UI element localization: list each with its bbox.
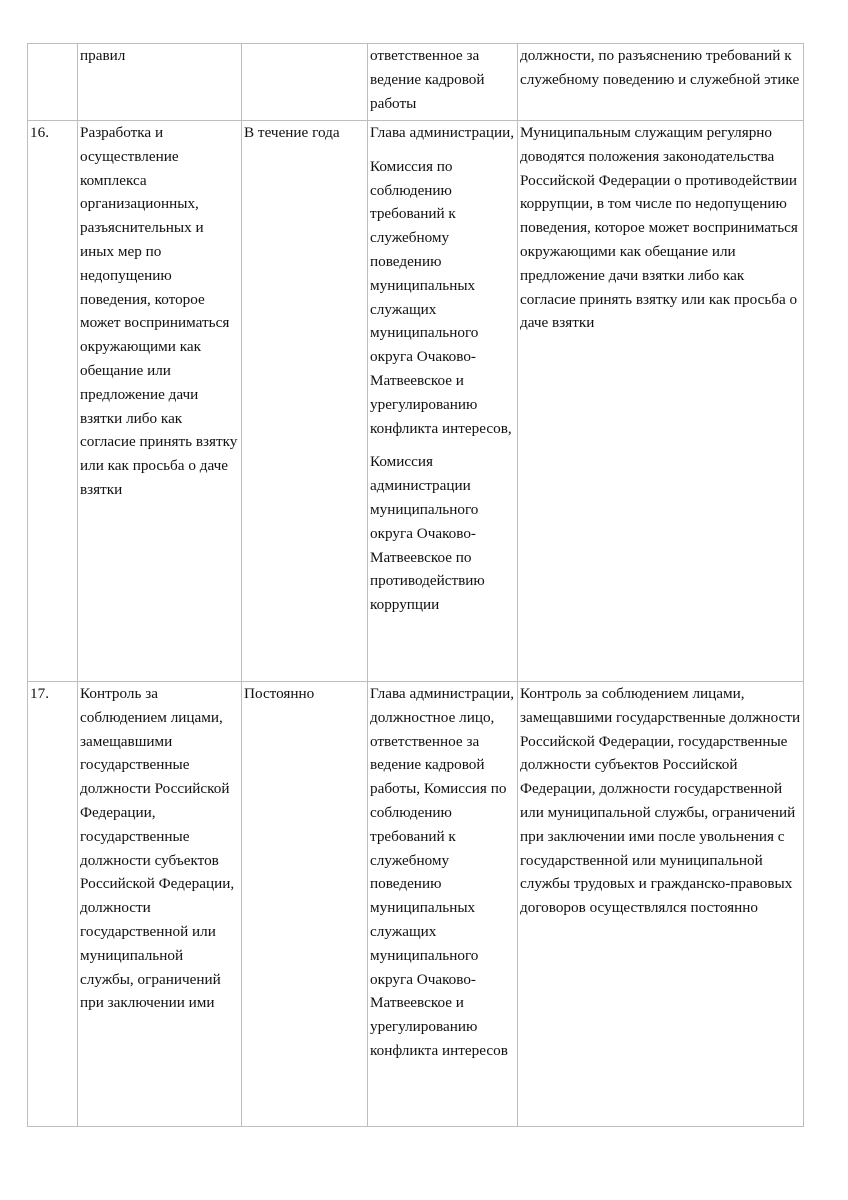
responsible-text: Глава администрации, должностное лицо, ответственное за ведение кадровой работы, Комиссия по соблюдению требований к служебному поведению муниципальных служащих муниципального округа Очаково-Матвеевское и урегулированию конфликта интересов [370,685,515,1059]
result-cell: Муниципальным служащим регулярно доводятся положения законодательства Российской Федерации о противодействии коррупции, в том числе по недопущению поведения, которое может восприниматься окружающими как обещание или предложение дачи взятки либо как согласие принять взятку или как просьба о даче взятки [518,121,804,682]
responsible-cell [368,121,518,682]
responsible-cell [368,682,518,1127]
responsible-text: Комиссия администрации муниципального округа Очаково-Матвеевское по противодействию коррупции [370,453,485,614]
measure-cell: Контроль за соблюдением лицами, замещавшими государственные должности Российской Федерации, государственные должности субъектов Российской Федерации, должности государственной или муниципальной службы, ограничений при заключении ими [78,682,242,1127]
row-number: 17. [28,682,78,1127]
row-number: 16. [28,121,78,682]
table-row [28,682,804,1127]
deadline-cell: Постоянно [242,682,368,1127]
result-cell: должности, по разъяснению требований к служебному поведению и служебной этике [518,44,804,121]
responsible-text: Комиссия по соблюдению требований к служебному поведению муниципальных служащих муниципального округа Очаково-Матвеевское и урегулированию конфликта интересов, [370,157,512,437]
row-number [28,44,78,121]
measures-table [27,43,804,1127]
measure-cell: правил [78,44,242,121]
responsible-text: Глава администрации, [370,124,515,141]
table-row [28,44,804,121]
responsible-cell [368,44,518,121]
table-row [28,121,804,682]
deadline-cell: В течение года [242,121,368,682]
responsible-text: ответственное за ведение кадровой работы [370,47,485,112]
deadline-cell [242,44,368,121]
result-cell: Контроль за соблюдением лицами, замещавшими государственные должности Российской Федерации, государственные должности субъектов Российской Федерации, должности государственной или муниципальной службы, ограничений при заключении ими после увольнения с государственной или муниципальной службы трудовых и гражданско-правовых договоров осуществлялся постоянно [518,682,804,1127]
measure-cell: Разработка и осуществление комплекса организационных, разъяснительных и иных мер по недопущению поведения, которое может восприниматься окружающими как обещание или предложение дачи взятки либо как согласие принять взятку или как просьба о даче взятки [78,121,242,682]
